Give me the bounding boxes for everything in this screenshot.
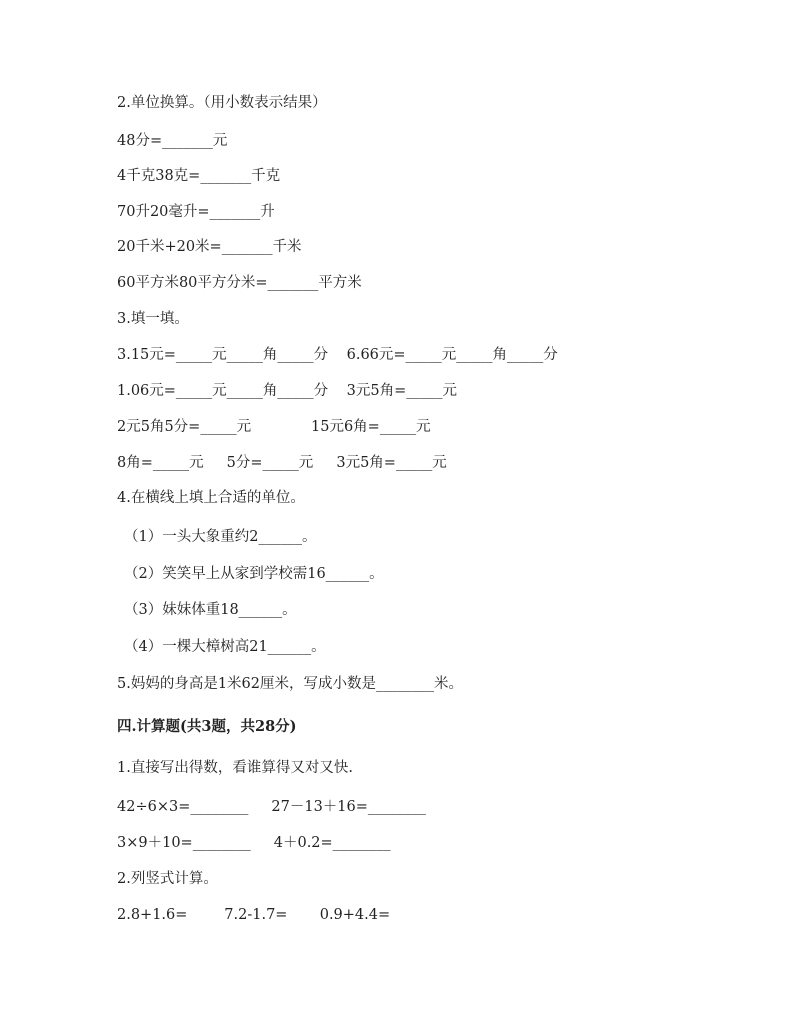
section-4-heading: 4.在横线上填上合适的单位。 — [117, 490, 305, 506]
question-line: 42÷6×3=________ 27－13＋16=________ — [117, 799, 426, 815]
question-line: （3）妹妹体重18______。 — [124, 602, 297, 618]
question-line: 5.妈妈的身高是1米62厘米，写成小数是________米。 — [117, 676, 464, 692]
question-line: （1）一头大象重约2______。 — [124, 529, 317, 545]
question-line: 70升20毫升=_______升 — [117, 204, 275, 220]
question-line: 8角=_____元 5分=_____元 3元5角=_____元 — [117, 455, 447, 471]
question-line: 3×9＋10=________ 4＋0.2=________ — [117, 835, 391, 851]
question-line: 2.8+1.6= 7.2-1.7= 0.9+4.4= — [117, 907, 391, 923]
subsection-heading: 1.直接写出得数，看谁算得又对又快. — [117, 760, 353, 776]
question-line: 48分=_______元 — [117, 133, 228, 149]
question-line: （2）笑笑早上从家到学校需16______。 — [124, 566, 384, 582]
section-2-heading: 2.单位换算。（用小数表示结果） — [117, 95, 327, 111]
question-line: 1.06元=_____元_____角_____分 3元5角=_____元 — [117, 383, 457, 399]
question-line: 4千克38克=_______千克 — [117, 168, 281, 184]
question-line: 20千米+20米=_______千米 — [117, 239, 302, 255]
question-line: 60平方米80平方分米=_______平方米 — [117, 275, 362, 291]
question-line: 2元5角5分=_____元 15元6角=_____元 — [117, 419, 431, 435]
subsection-heading: 2.列竖式计算。 — [117, 871, 218, 887]
section-calculation-heading: 四.计算题(共3题，共28分) — [117, 718, 297, 735]
question-line: 3.15元=_____元_____角_____分 6.66元=_____元_____角_____分 — [117, 347, 558, 363]
section-3-heading: 3.填一填。 — [117, 311, 189, 327]
question-line: （4）一棵大樟树高21______。 — [124, 639, 326, 655]
